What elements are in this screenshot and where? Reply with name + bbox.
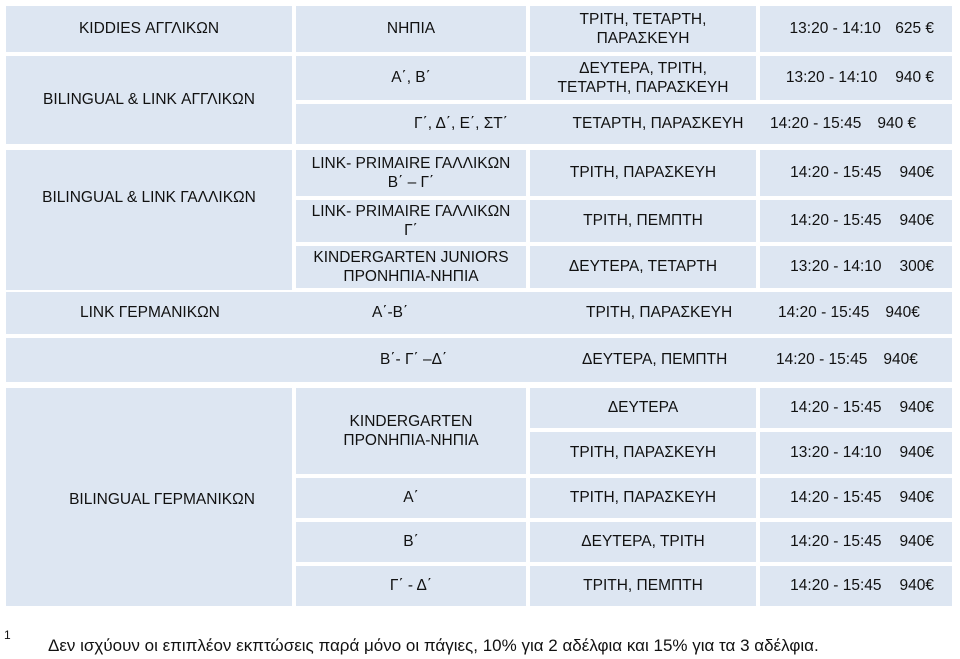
days-cell — [528, 430, 758, 476]
time-label: 13:20 - 14:10 — [790, 444, 882, 462]
time-price-cell — [758, 564, 954, 608]
days-label: ΤΡΙΤΗ, ΠΕΜΠΤΗ — [583, 577, 703, 595]
level-cell — [294, 386, 528, 476]
time-label: 14:20 - 15:45 — [778, 304, 870, 322]
time-price-cell — [758, 148, 954, 198]
time-label: 14:20 - 15:45 — [790, 164, 882, 182]
price-label: 940€ — [899, 489, 934, 507]
level-cell — [294, 198, 528, 244]
level-line: ΠΡΟΝΗΠΙΑ-ΝΗΠΙΑ — [343, 268, 479, 285]
level-line: LINK- PRIMAIRE ΓΑΛΛΙΚΩΝ — [311, 202, 511, 220]
time-label: 14:20 - 15:45 — [770, 115, 862, 133]
course-cell — [4, 54, 294, 146]
level-label: Β΄ — [403, 533, 419, 551]
days-label: ΤΡΙΤΗ, ΠΑΡΑΣΚΕΥΗ — [569, 444, 717, 462]
level-cell — [294, 564, 528, 608]
time-label: 13:20 - 14:10 — [789, 20, 881, 38]
price-label: 300€ — [899, 258, 934, 276]
level-label: Β΄- Γ΄ –Δ΄ — [380, 351, 448, 369]
time-label: 14:20 - 15:45 — [790, 212, 882, 230]
days-label: ΤΡΙΤΗ, ΠΑΡΑΣΚΕΥΗ — [569, 164, 717, 182]
wide-row-cell — [294, 102, 954, 146]
days-cell — [528, 476, 758, 520]
wide-row-cell — [4, 290, 954, 336]
price-label: 940€ — [883, 351, 918, 369]
time-price-cell — [758, 54, 954, 102]
level-cell — [294, 476, 528, 520]
level-line: Γ΄ — [404, 222, 418, 239]
price-label: 940€ — [899, 533, 934, 551]
price-label: 940 € — [877, 115, 917, 133]
level-cell — [294, 148, 528, 198]
wide-row-cell — [4, 336, 954, 384]
level-label: Γ΄, Δ΄, Ε΄, ΣΤ΄ — [414, 115, 508, 133]
level-cell — [294, 54, 528, 102]
days-line: ΤΕΤΑΡΤΗ, ΠΑΡΑΣΚΕΥΗ — [557, 79, 729, 96]
time-price-cell — [758, 520, 954, 564]
days-line: ΤΡΙΤΗ, ΤΕΤΑΡΤΗ, — [579, 10, 707, 28]
time-label: 14:20 - 15:45 — [776, 351, 868, 369]
days-cell — [528, 54, 758, 102]
time-label: 14:20 - 15:45 — [790, 577, 882, 595]
days-cell — [528, 244, 758, 290]
days-cell — [528, 198, 758, 244]
level-label: Α΄ — [403, 489, 419, 507]
course-name: BILINGUAL & LINK ΑΓΓΛΙΚΩΝ — [43, 91, 255, 109]
price-label: 625 € — [895, 20, 934, 38]
days-cell — [528, 520, 758, 564]
course-name: KIDDIES ΑΓΓΛΙΚΩΝ — [78, 20, 220, 38]
level-line: KINDERGARTEN — [349, 412, 473, 430]
price-label: 940€ — [899, 212, 934, 230]
level-cell — [294, 520, 528, 564]
days-cell — [528, 148, 758, 198]
price-label: 940€ — [885, 304, 920, 322]
level-line: ΠΡΟΝΗΠΙΑ-ΝΗΠΙΑ — [343, 432, 479, 449]
time-price-cell — [758, 244, 954, 290]
time-label: 13:20 - 14:10 — [790, 258, 882, 276]
days-label: ΔΕΥΤΕΡΑ, ΤΕΤΑΡΤΗ — [568, 258, 718, 276]
course-name: BILINGUAL & LINK ΓΑΛΛΙΚΩΝ — [42, 189, 256, 206]
level-line: LINK- PRIMAIRE ΓΑΛΛΙΚΩΝ — [311, 154, 511, 172]
course-cell — [4, 386, 294, 608]
level-label: Α΄, Β΄ — [391, 69, 431, 87]
level-cell — [294, 244, 528, 290]
price-label: 940€ — [899, 399, 934, 417]
level-line: KINDERGARTEN JUNIORS — [313, 248, 509, 266]
price-label: 940€ — [899, 577, 934, 595]
days-label: ΤΕΤΑΡΤΗ, ΠΑΡΑΣΚΕΥΗ — [572, 115, 744, 133]
days-cell — [528, 4, 758, 54]
days-label: ΔΕΥΤΕΡΑ — [607, 399, 679, 417]
footnote-text: Δεν ισχύουν οι επιπλέον εκπτώσεις παρά μόνο οι πάγιες, 10% για 2 αδέλφια και 15% για τα 3 αδέλφια. — [48, 636, 819, 655]
days-line: ΔΕΥΤΕΡΑ, ΤΡΙΤΗ, — [579, 59, 707, 77]
time-price-cell — [758, 4, 954, 54]
time-label: 14:20 - 15:45 — [790, 533, 882, 551]
days-label: ΤΡΙΤΗ, ΠΑΡΑΣΚΕΥΗ — [586, 304, 733, 322]
price-label: 940€ — [899, 164, 934, 182]
days-cell — [528, 386, 758, 430]
time-label: 13:20 - 14:10 — [785, 69, 878, 87]
days-cell — [528, 564, 758, 608]
footnote-number: 1 — [4, 628, 11, 642]
time-price-cell — [758, 198, 954, 244]
level-label: ΝΗΠΙΑ — [386, 20, 436, 38]
price-label: 940€ — [899, 444, 934, 462]
level-line: Β΄ – Γ΄ — [387, 174, 435, 191]
course-cell — [4, 4, 294, 54]
course-cell — [4, 148, 294, 296]
days-label: ΤΡΙΤΗ, ΠΑΡΑΣΚΕΥΗ — [569, 489, 717, 507]
level-label: Γ΄ - Δ΄ — [389, 577, 433, 595]
days-label: ΤΡΙΤΗ, ΠΕΜΠΤΗ — [583, 212, 703, 230]
level-label: Α΄-Β΄ — [372, 304, 409, 322]
time-label: 14:20 - 15:45 — [790, 489, 882, 507]
time-price-cell — [758, 476, 954, 520]
time-price-cell — [758, 430, 954, 476]
course-name: LINK ΓΕΡΜΑΝΙΚΩΝ — [80, 304, 220, 322]
days-line: ΠΑΡΑΣΚΕΥΗ — [596, 30, 690, 47]
days-label: ΔΕΥΤΕΡΑ, ΤΡΙΤΗ — [581, 533, 705, 551]
level-cell — [294, 4, 528, 54]
price-label: 940 € — [895, 69, 934, 87]
time-label: 14:20 - 15:45 — [790, 399, 882, 417]
course-name: BILINGUAL ΓΕΡΜΑΝΙΚΩΝ — [69, 491, 255, 509]
days-label: ΔΕΥΤΕΡΑ, ΠΕΜΠΤΗ — [582, 351, 728, 369]
time-price-cell — [758, 386, 954, 430]
